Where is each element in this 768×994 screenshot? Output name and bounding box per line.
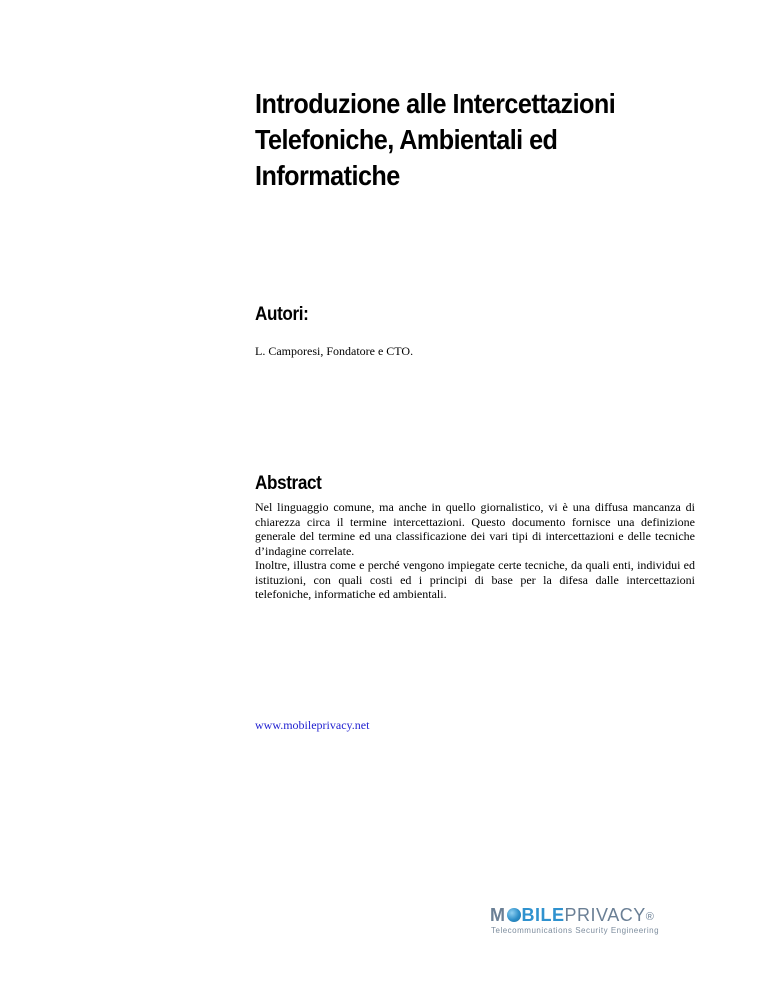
logo-letter-m: M <box>490 905 506 925</box>
title-line-2: Telefoniche, Ambientali ed <box>255 124 558 155</box>
mobileprivacy-logo <box>490 905 700 939</box>
logo-privacy: PRIVACY <box>564 905 646 925</box>
title-line-1: Introduzione alle Intercettazioni <box>255 88 616 119</box>
authors-text: L. Camporesi, Fondatore e CTO. <box>255 344 414 358</box>
abstract-paragraph-2: Inoltre, illustra come e perché vengono impiegate certe tecniche, da quali enti, individui ed istituzioni, con quali costi ed i principi di base per la difesa dalle intercettazioni telefoniche, informatiche ed ambientali. <box>255 558 695 601</box>
document-title <box>255 86 678 194</box>
logo-wordmark <box>490 905 654 925</box>
website-link[interactable]: www.mobileprivacy.net <box>255 718 370 732</box>
logo-tagline: Telecommunications Security Engineering <box>491 926 660 935</box>
logo-registered-mark: ® <box>645 911 655 923</box>
title-line-3: Informatiche <box>255 160 400 191</box>
authors-heading: Autori: <box>255 304 309 325</box>
abstract-heading: Abstract <box>255 473 322 494</box>
abstract-paragraph-1: Nel linguaggio comune, ma anche in quello giornalistico, vi è una diffusa mancanza di chiarezza circa il termine intercettazioni. Questo documento fornisce una definizione generale del termine ed una classificazione dei vari tipi di intercettazioni e delle tecniche d’indagine correlate. <box>255 500 695 558</box>
logo-bile: BILE <box>521 905 565 925</box>
abstract-body <box>255 500 695 602</box>
logo-globe-icon <box>507 908 521 922</box>
